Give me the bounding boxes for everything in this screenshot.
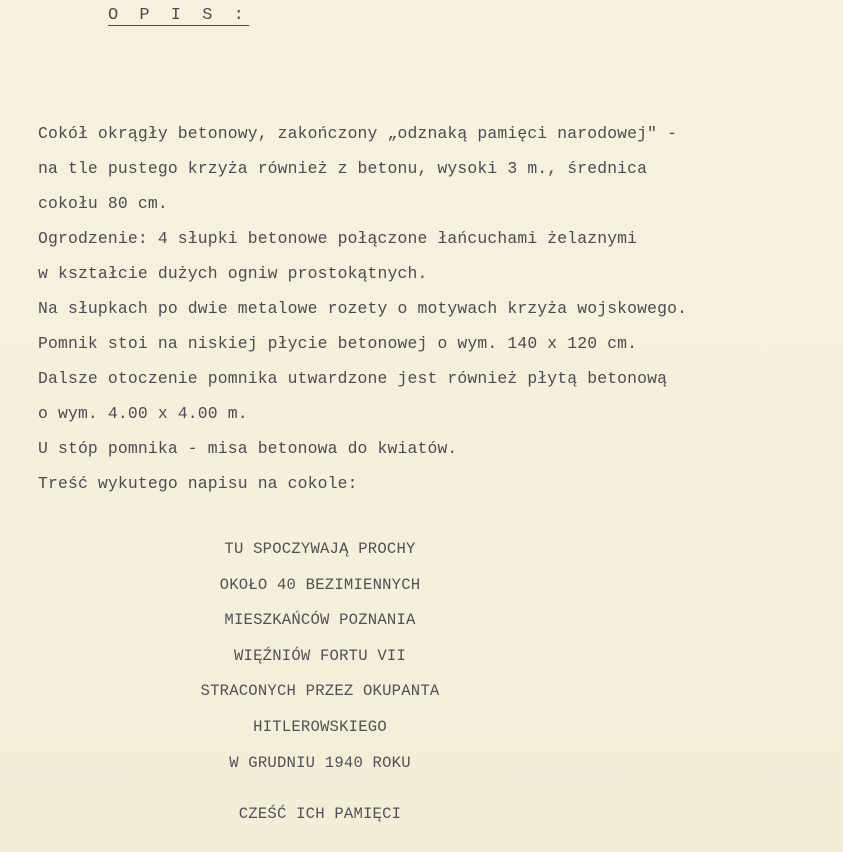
description-line: Pomnik stoi na niskiej płycie betonowej o wym. 140 x 120 cm. [38, 334, 638, 353]
monument-inscription [0, 532, 640, 833]
inscription-line: MIESZKAŃCÓW POZNANIA [224, 611, 416, 630]
description-line: na tle pustego krzyża również z betonu, wysoki 3 m., średnica [38, 159, 648, 178]
inscription-line: HITLEROWSKIEGO [253, 717, 387, 736]
description-line: Ogrodzenie: 4 słupki betonowe połączone łańcuchami żelaznymi [38, 229, 638, 248]
description-line: Dalsze otoczenie pomnika utwardzone jest również płytą betonową [38, 369, 668, 388]
description-line: Cokół okrągły betonowy, zakończony „odznaką pamięci narodowej" - [38, 124, 678, 143]
description-line: Treść wykutego napisu na cokole: [38, 474, 358, 493]
description-line: o wym. 4.00 x 4.00 m. [38, 404, 248, 423]
description-line: w kształcie dużych ogniw prostokątnych. [38, 264, 428, 283]
inscription-line: TU SPOCZYWAJĄ PROCHY [224, 540, 416, 558]
description-line: U stóp pomnika - misa betonowa do kwiatów. [38, 439, 458, 458]
inscription-line: STRACONYCH PRZEZ OKUPANTA [200, 682, 440, 701]
description-line: cokołu 80 cm. [38, 194, 168, 213]
inscription-closing-line: CZEŚĆ ICH PAMIĘCI [238, 805, 402, 824]
inscription-line: W GRUDNIU 1940 ROKU [229, 753, 411, 772]
description-text [38, 116, 838, 501]
document-heading: O P I S : [108, 6, 250, 25]
description-line: Na słupkach po dwie metalowe rozety o motywach krzyża wojskowego. [38, 299, 688, 318]
inscription-line: OKOŁO 40 BEZIMIENNYCH [219, 575, 421, 594]
inscription-line: WIĘŹNIÓW FORTU VII [233, 646, 407, 665]
